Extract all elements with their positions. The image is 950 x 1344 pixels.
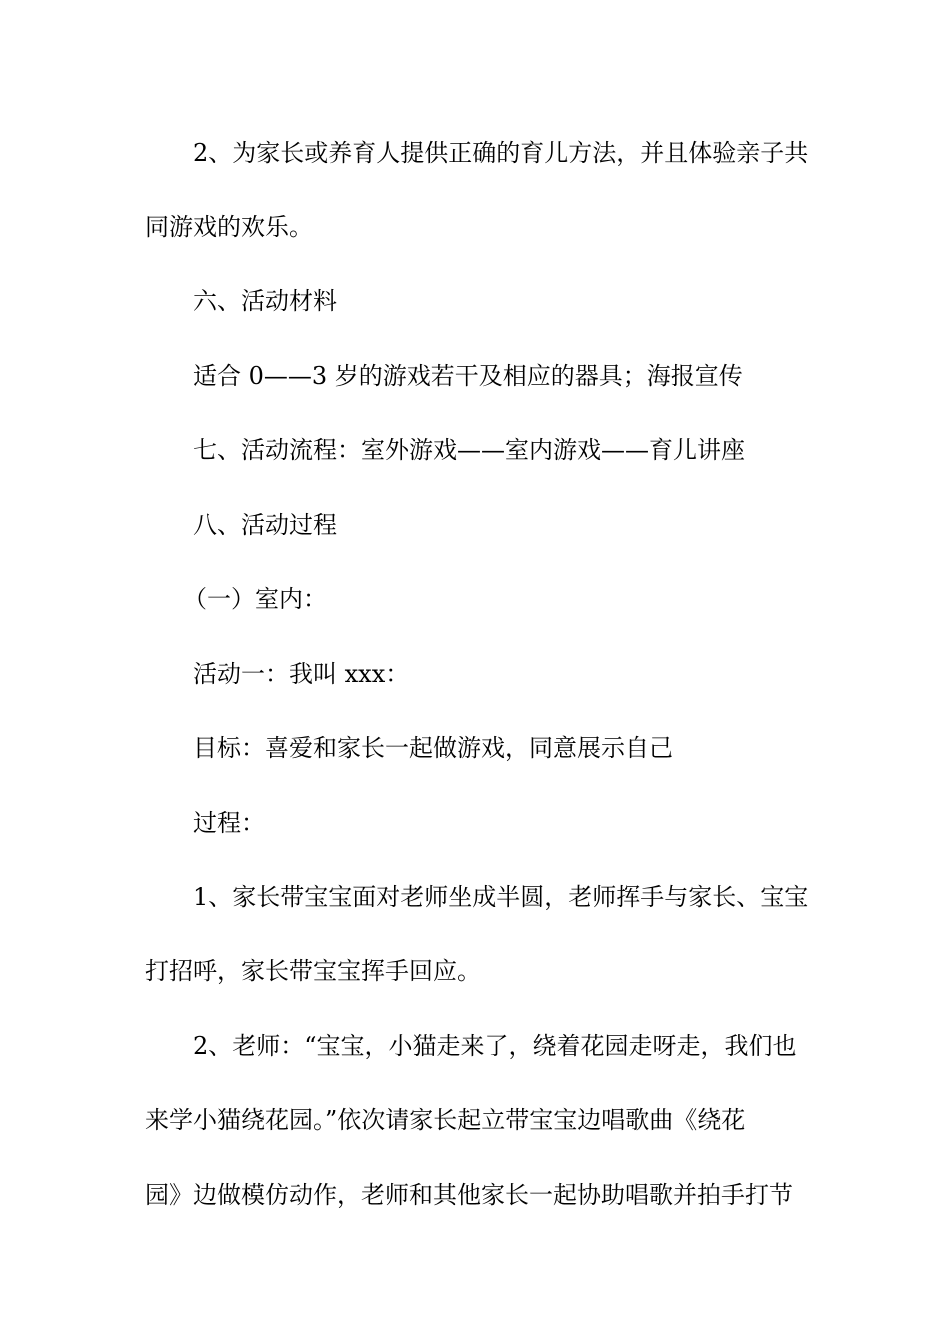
paragraph-line: 2、老师：“宝宝，小猫走来了，绕着花园走呀走，我们也	[193, 1032, 797, 1060]
paragraph-line: 园》边做模仿动作，老师和其他家长一起协助唱歌并拍手打节	[145, 1181, 793, 1209]
paragraph-line: 2、为家长或养育人提供正确的育儿方法，并且体验亲子共	[193, 139, 809, 167]
paragraph-line: 来学小猫绕花园。”依次请家长起立带宝宝边唱歌曲《绕花	[145, 1106, 746, 1134]
subsection-heading: （一）室内：	[183, 585, 327, 613]
section-heading: 七、活动流程：室外游戏——室内游戏——育儿讲座	[193, 436, 745, 464]
paragraph-line: 过程：	[193, 809, 265, 837]
paragraph-line: 1、家长带宝宝面对老师坐成半圆，老师挥手与家长、宝宝	[193, 883, 809, 911]
paragraph-line: 打招呼，家长带宝宝挥手回应。	[145, 957, 481, 985]
paragraph-line: 目标：喜爱和家长一起做游戏，同意展示自己	[193, 734, 673, 762]
paragraph-line: 同游戏的欢乐。	[145, 213, 313, 241]
paragraph-line: 适合 0——3 岁的游戏若干及相应的器具；海报宣传	[193, 362, 743, 390]
section-heading: 六、活动材料	[193, 287, 337, 315]
section-heading: 八、活动过程	[193, 511, 337, 539]
activity-heading: 活动一：我叫 xxx：	[193, 660, 410, 688]
